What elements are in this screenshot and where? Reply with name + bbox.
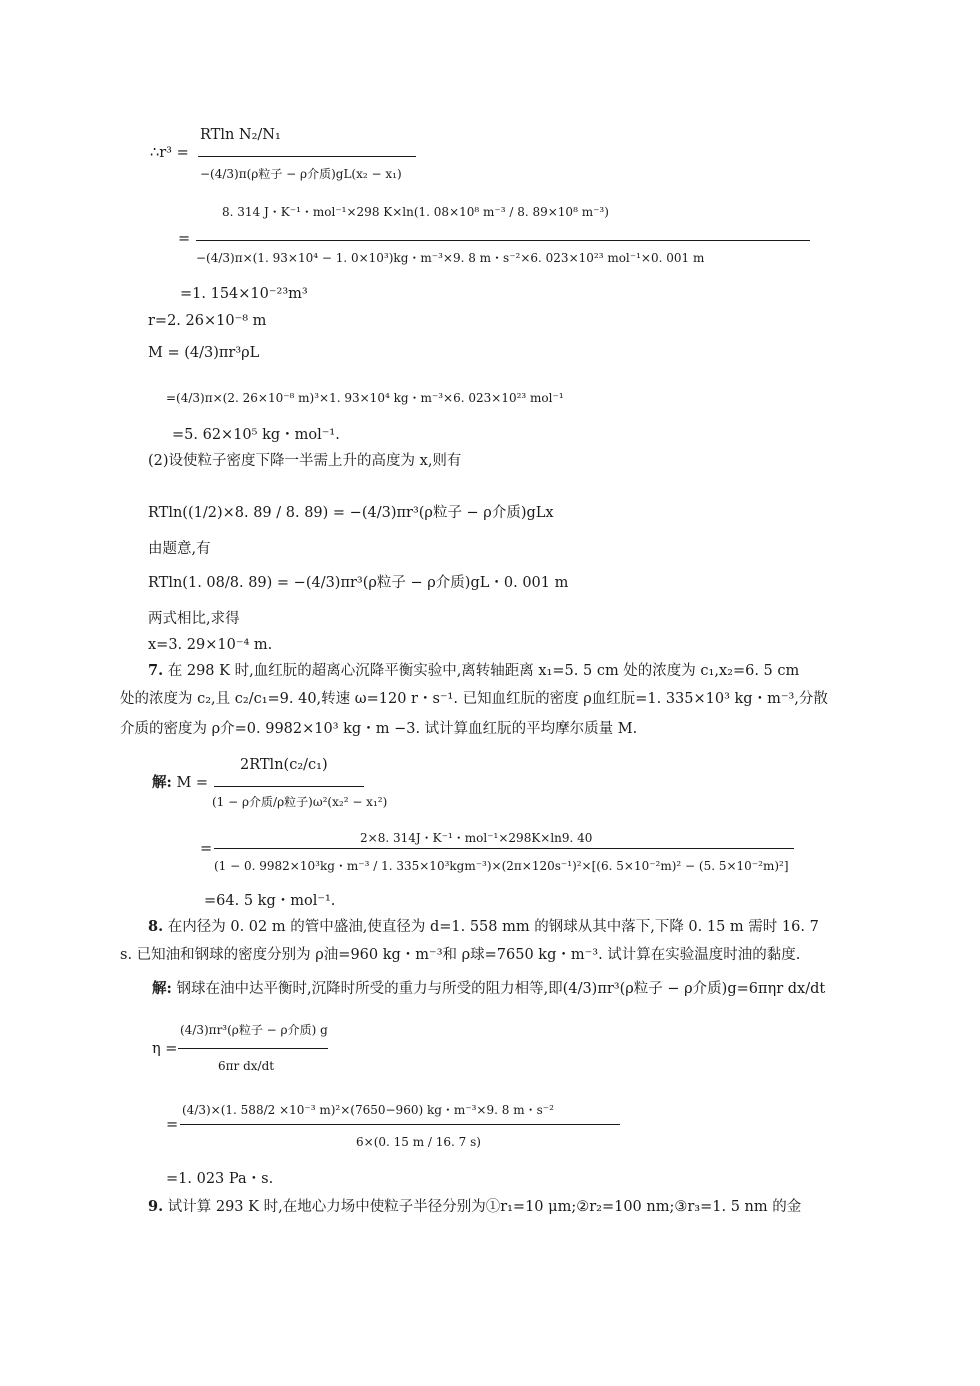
eta-denominator-values: 6×(0. 15 m / 16. 7 s) (356, 1135, 481, 1149)
solution-denominator-values: (1 − 0. 9982×10³kg・m⁻³ / 1. 335×10³kgm⁻³)×(2π×120s⁻¹)²×[(6. 5×10⁻²m)² − (5. 5×10⁻²m)²] (214, 859, 789, 873)
problem-8-line-1 (148, 920, 819, 935)
problem-9-line-1 (148, 1200, 801, 1215)
problem-9-text-1: 试计算 293 K 时,在地心力场中使粒子半径分别为①r₁=10 μm;②r₂=100 nm;③r₃=1. 5 nm 的金 (167, 1199, 802, 1215)
fraction-bar (214, 786, 364, 787)
solution-lhs: M = (176, 775, 209, 791)
problem-7-line-3: 介质的密度为 ρ介=0. 9982×10³ kg・m −3. 试计算血红朊的平均摩尔质量 M. (120, 721, 638, 737)
r3-denominator: −(4/3)π(ρ粒子 − ρ介质)gL(x₂ − x₁) (200, 167, 402, 181)
r3-numerator: RTln N₂/N₁ (200, 127, 281, 143)
molar-mass-substitution: =(4/3)π×(2. 26×10⁻⁸ m)³×1. 93×10⁴ kg・m⁻³×6. 023×10²³ mol⁻¹ (166, 391, 564, 405)
r3-denominator-values: −(4/3)π×(1. 93×10⁴ − 1. 0×10³)kg・m⁻³×9. 8 m・s⁻²×6. 023×10²³ mol⁻¹×0. 001 m (196, 251, 705, 265)
problem-8-text-1: 在内径为 0. 02 m 的管中盛油,使直径为 d=1. 558 mm 的钢球从其中落下,下降 0. 15 m 需时 16. 7 (167, 919, 819, 935)
r3-lhs: ∴r³ = (150, 145, 189, 161)
solution-label: 解: (152, 774, 172, 791)
r3-result: =1. 154×10⁻²³m³ (180, 286, 308, 302)
x-result: x=3. 29×10⁻⁴ m. (148, 637, 273, 653)
problem-7-number: 7. (148, 662, 164, 679)
problem-7-solution-start (152, 776, 208, 791)
problem-8-solution (152, 982, 825, 997)
eta-result: =1. 023 Pa・s. (166, 1171, 274, 1187)
equals-sign: = (200, 841, 213, 857)
problem-8-number: 8. (148, 918, 164, 935)
intro-3: 两式相比,求得 (148, 611, 240, 627)
equation-2: RTln(1. 08/8. 89) = −(4/3)πr³(ρ粒子 − ρ介质)gL・0. 001 m (148, 575, 569, 591)
fraction-bar (180, 1124, 620, 1125)
equals-sign: = (166, 1117, 179, 1133)
problem-7-line-1 (148, 664, 799, 679)
fraction-bar (196, 240, 810, 241)
solution-label: 解: (152, 980, 172, 997)
molar-mass-formula: M = (4/3)πr³ρL (148, 345, 260, 361)
fraction-bar (178, 1048, 328, 1049)
equals-sign: = (178, 231, 191, 247)
problem-9-number: 9. (148, 1198, 164, 1215)
fraction-bar (198, 156, 416, 157)
eta-numerator-values: (4/3)×(1. 588/2 ×10⁻³ m)²×(7650−960) kg・m⁻³×9. 8 m・s⁻² (182, 1103, 554, 1117)
solution-result: =64. 5 kg・mol⁻¹. (204, 893, 336, 909)
intro-2: 由题意,有 (148, 541, 211, 557)
molar-mass-result: =5. 62×10⁵ kg・mol⁻¹. (172, 427, 340, 443)
fraction-bar (214, 848, 794, 849)
solution-numerator-values: 2×8. 314J・K⁻¹・mol⁻¹×298K×ln9. 40 (360, 831, 593, 845)
problem-8-line-2: s. 已知油和钢球的密度分别为 ρ油=960 kg・m⁻³和 ρ球=7650 kg・m⁻³. 试计算在实验温度时油的黏度. (120, 947, 801, 963)
problem-7-text-1: 在 298 K 时,血红朊的超离心沉降平衡实验中,离转轴距离 x₁=5. 5 cm 处的浓度为 c₁,x₂=6. 5 cm (167, 663, 800, 679)
eta-lhs: η = (152, 1041, 178, 1057)
r3-numerator-values: 8. 314 J・K⁻¹・mol⁻¹×298 K×ln(1. 08×10⁸ m⁻³ / 8. 89×10⁸ m⁻³) (222, 205, 609, 219)
part2-intro: (2)设使粒子密度下降一半需上升的高度为 x,则有 (148, 453, 462, 469)
solution-numerator: 2RTln(c₂/c₁) (240, 757, 328, 773)
eta-numerator: (4/3)πr³(ρ粒子 − ρ介质) g (180, 1023, 328, 1037)
equation-1: RTln((1/2)×8. 89 / 8. 89) = −(4/3)πr³(ρ粒子 − ρ介质)gLx (148, 505, 554, 521)
r-result: r=2. 26×10⁻⁸ m (148, 313, 267, 329)
solution-denominator: (1 − ρ介质/ρ粒子)ω²(x₂² − x₁²) (212, 795, 388, 809)
eta-denominator: 6πr dx/dt (218, 1059, 275, 1073)
problem-7-line-2: 处的浓度为 c₂,且 c₂/c₁=9. 40,转速 ω=120 r・s⁻¹. 已知血红朊的密度 ρ血红朊=1. 335×10³ kg・m⁻³,分散 (120, 691, 828, 707)
solution-text: 钢球在油中达平衡时,沉降时所受的重力与所受的阻力相等,即(4/3)πr³(ρ粒子 − ρ介质)g=6πηr dx/dt (176, 981, 826, 997)
